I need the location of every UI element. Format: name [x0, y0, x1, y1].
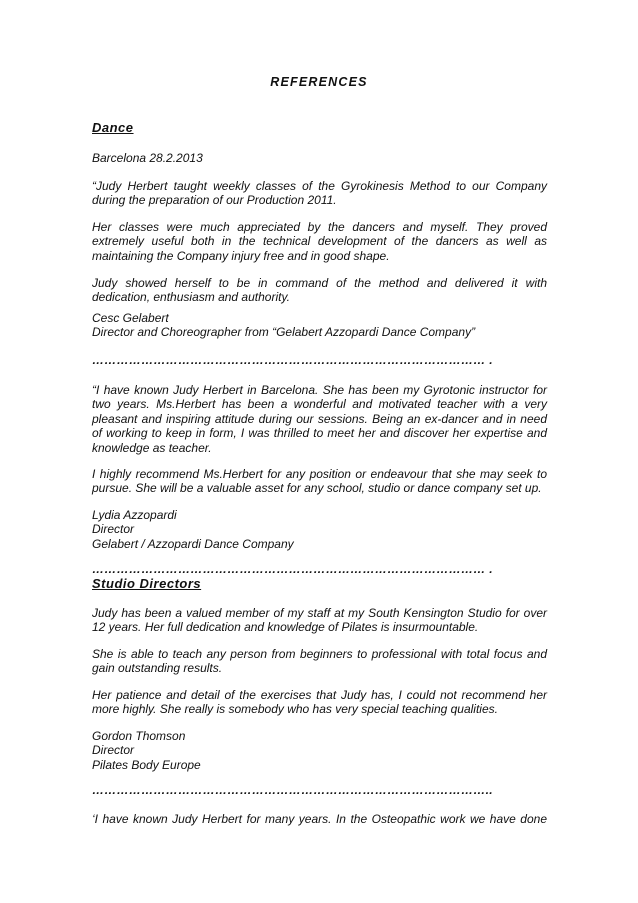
section-heading-dance: Dance [92, 120, 134, 135]
reference-paragraph: She is able to teach any person from beginners to professional with total focus and gain outstanding results. [92, 647, 547, 676]
signer-organization: Gelabert / Azzopardi Dance Company [92, 536, 294, 551]
signer-role: Director [92, 522, 135, 537]
section-heading-studio-directors: Studio Directors [92, 576, 202, 591]
signer-role: Director [92, 743, 135, 758]
reference-paragraph: “I have known Judy Herbert in Barcelona. She has been my Gyrotonic instructor for two years. Ms.Herbert has been a wonderful and motivated teacher with a very pleasant and inspiring attitude during our sessions. Being an ex-dancer and in need of working to keep in form, I was thrilled to meet her and discover her expertise and knowledge as teacher. [92, 383, 547, 455]
signature-block [92, 729, 547, 772]
letter-date: Barcelona 28.2.2013 [92, 151, 203, 165]
signer-organization: Pilates Body Europe [92, 757, 201, 772]
page-title: REFERENCES [270, 75, 368, 89]
reference-paragraph: Judy showed herself to be in command of the method and delivered it with dedication, enthusiasm and authority. [92, 276, 547, 305]
reference-paragraph: Judy has been a valued member of my staff at my South Kensington Studio for over 12 years. Her full dedication and knowledge of Pilates is insurmountable. [92, 606, 547, 635]
separator-line: …………………………………………………………………………………….. [92, 783, 493, 797]
reference-paragraph: Her patience and detail of the exercises that Judy has, I could not recommend her more highly. She really is somebody who has very special teaching qualities. [92, 688, 547, 717]
reference-paragraph: Her classes were much appreciated by the dancers and myself. They proved extremely useful both in the technical development of the dancers as well as maintaining the Company injury free and in good shape. [92, 220, 547, 263]
reference-paragraph: ‘I have known Judy Herbert for many years. In the Osteopathic work we have done [92, 812, 547, 826]
signature-block [92, 508, 547, 551]
signer-title: Director and Choreographer from “Gelabert Azzopardi Dance Company” [92, 325, 476, 340]
signer-name: Gordon Thomson [92, 729, 186, 743]
reference-paragraph: I highly recommend Ms.Herbert for any position or endeavour that she may seek to pursue. She will be a valuable asset for any school, studio or dance company set up. [92, 467, 547, 496]
separator-line: …………………………………………………………………………………… . [92, 562, 493, 576]
signature-block [92, 311, 547, 340]
separator-line: …………………………………………………………………………………… . [92, 353, 493, 367]
signer-name: Lydia Azzopardi [92, 508, 177, 522]
reference-paragraph: “Judy Herbert taught weekly classes of the Gyrokinesis Method to our Company during the preparation of our Production 2011. [92, 179, 547, 208]
signer-name: Cesc Gelabert [92, 311, 169, 325]
